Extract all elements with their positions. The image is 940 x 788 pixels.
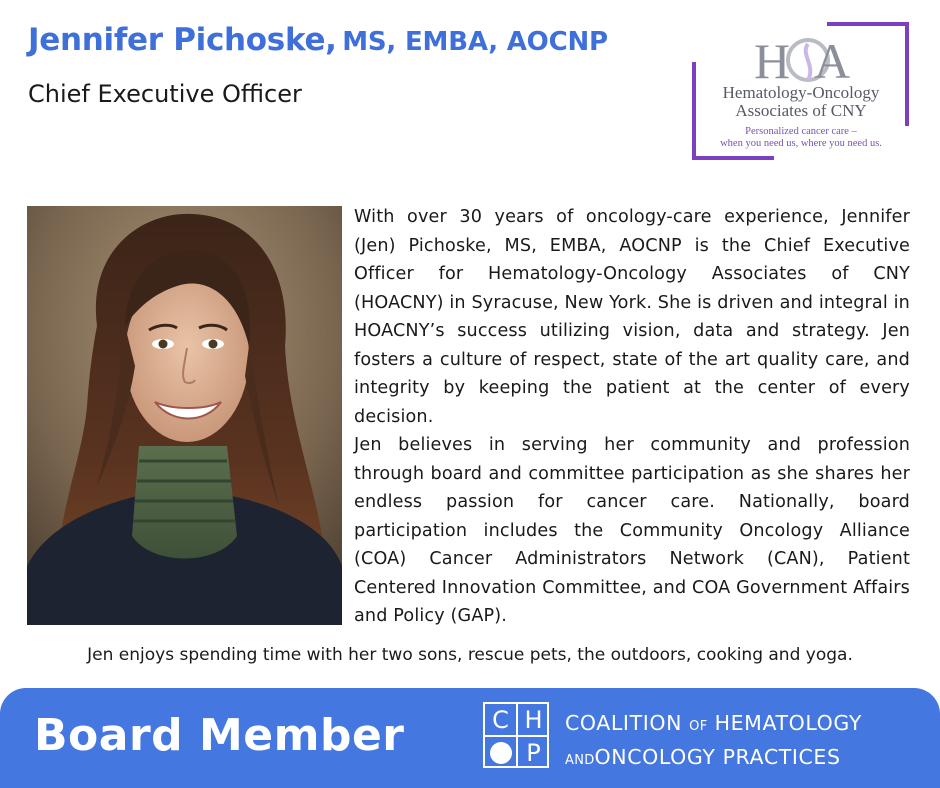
logo-frame-right [905,22,909,126]
chop-word-of: OF [689,719,708,734]
chop-dot-cell [485,737,516,768]
bio-paragraph-2: Jen believes in serving her community and profession through board and committee participation as she shares her endless passion for cancer care. Nationally, board participation includes the Community Oncology Alliance (COA) Cancer Administrators Network (CAN), Patient Centered Innovation Committee, and COA Government Affairs and Policy (GAP). [354,435,910,626]
chop-logo [483,702,549,768]
chop-letter-c: C [492,705,509,734]
chop-org-line2 [565,742,862,776]
board-member-banner [0,688,940,788]
person-name-heading [28,22,608,58]
chop-letter-p: P [526,738,541,767]
chop-word-oncology-practices: ONCOLOGY PRACTICES [594,745,841,769]
chop-word-coalition: COALITION [565,711,683,735]
portrait-illustration [27,206,342,625]
bio-closing-line: Jen enjoys spending time with her two sons, rescue pets, the outdoors, cooking and yoga. [87,645,853,665]
hoa-monogram-icon [752,30,862,88]
logo-org-name-line1: Hematology-Oncology [722,83,880,102]
banner-title: Board Member [34,710,405,761]
logo-frame-top [827,22,909,26]
bio-paragraph-1: With over 30 years of oncology-care experience, Jennifer (Jen) Pichoske, MS, EMBA, AOCNP is the Chief Executive Officer for Hematology-Oncology Associates of CNY (HOACNY) in Syracuse, New York. She is driven and integral in HOACNY’s success utilizing vision, data and strategy. Jen fosters a culture of respect, state of the art quality care, and integrity by keeping the patient at the center of every decision. [354,207,910,427]
logo-tagline [700,126,902,150]
biography [354,203,910,631]
chop-letter-h: H [524,705,543,734]
logo-frame-bottom [692,156,774,160]
person-credentials: MS, EMBA, AOCNP [342,27,608,57]
svg-text:A: A [814,33,851,88]
person-name: Jennifer Pichoske, [28,22,337,58]
chop-word-hematology: HEMATOLOGY [714,711,862,735]
hoacny-logo [692,22,909,160]
portrait-photo [27,206,342,625]
logo-tagline-line1: Personalized cancer care – [745,126,857,137]
svg-text:H: H [754,33,791,88]
logo-org-name-line2: Associates of CNY [735,101,867,120]
logo-tagline-line2: when you need us, where you need us. [720,138,882,149]
logo-frame-left [692,62,696,160]
job-title: Chief Executive Officer [28,80,302,108]
chop-dot-icon [490,742,512,764]
chop-word-and: AND [565,753,595,768]
chop-divider-vertical [516,704,518,766]
chop-org-name [565,708,862,776]
chop-org-line1 [565,708,862,742]
logo-org-name [700,84,902,120]
